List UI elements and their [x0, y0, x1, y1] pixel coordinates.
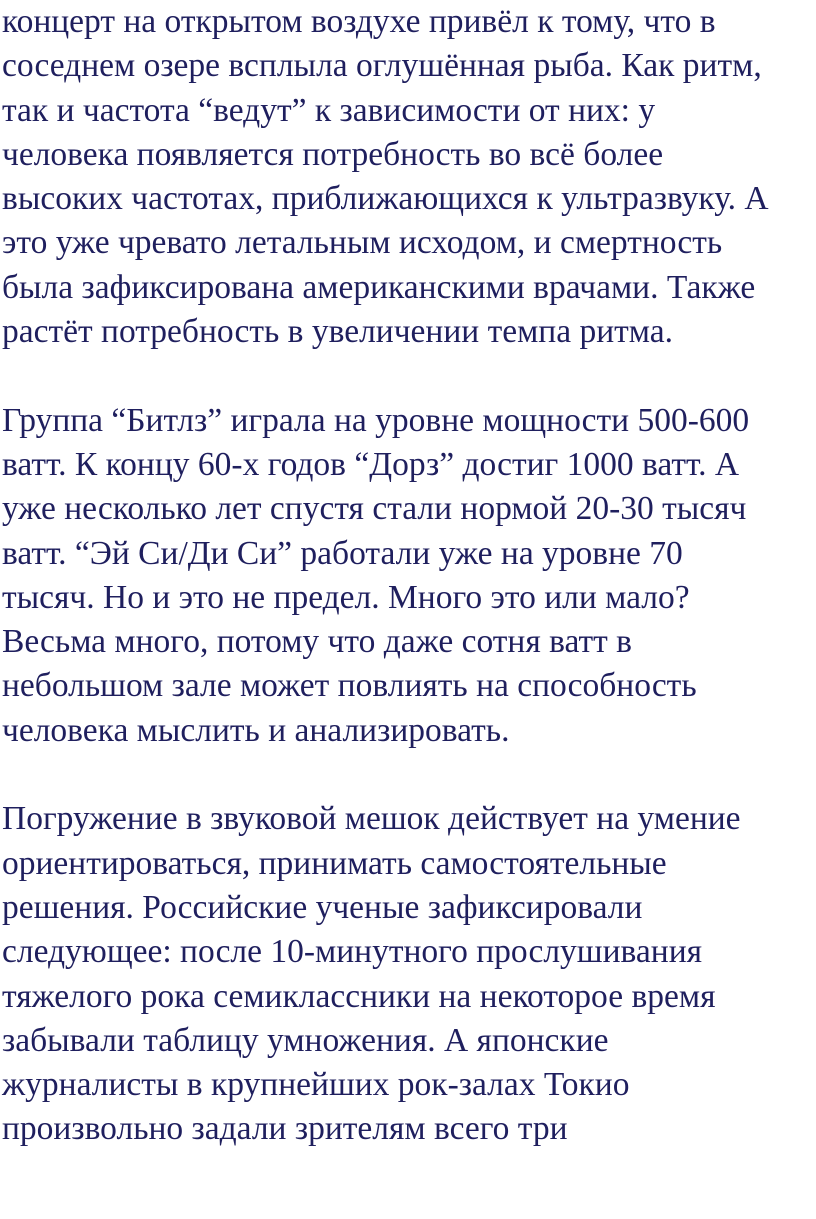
text-line: небольшом зале может повлиять на способность [2, 667, 697, 705]
text-line: концерт на открытом воздухе привёл к тому, что в [2, 3, 716, 40]
text-line: Группа “Битлз” играла на уровне мощности 500-600 [2, 401, 750, 439]
text-line: произвольно задали зрителям всего три [2, 1110, 568, 1148]
text-line: была зафиксирована американскими врачами. Также [2, 268, 756, 306]
text-line: уже несколько лет спустя стали нормой 20-30 тысяч [2, 490, 747, 528]
paragraph-1 [2, 0, 816, 354]
text-line: высоких частотах, приближающихся к ультразвуку. А [2, 180, 769, 218]
text-line: человека появляется потребность во всё более [2, 135, 664, 173]
text-line: тяжелого рока семиклассники на некоторое время [2, 977, 716, 1015]
text-line: ориентироваться, принимать самостоятельные [2, 844, 667, 882]
text-line: соседнем озере всплыла оглушённая рыба. Как ритм, [2, 47, 762, 85]
text-line: Весьма много, потому что даже сотня ватт в [2, 623, 632, 661]
paragraph-3 [2, 797, 816, 1151]
paragraph-gap [2, 354, 816, 398]
text-line: человека мыслить и анализировать. [2, 711, 510, 749]
text-line: это уже чревато летальным исходом, и смертность [2, 224, 723, 262]
text-line: ватт. К концу 60-х годов “Дорз” достиг 1000 ватт. А [2, 445, 740, 483]
text-line: забывали таблицу умножения. А японские [2, 1021, 609, 1059]
text-line: следующее: после 10-минутного прослушивания [2, 933, 703, 971]
text-line: журналисты в крупнейших рок-залах Токио [2, 1066, 630, 1104]
text-line: решения. Российские ученые зафиксировали [2, 888, 643, 926]
text-line: растёт потребность в увеличении темпа ритма. [2, 313, 673, 351]
text-line: ватт. “Эй Си/Ди Си” работали уже на уровне 70 [2, 534, 683, 572]
paragraph-2 [2, 399, 816, 753]
text-line: Погружение в звуковой мешок действует на умение [2, 800, 741, 838]
text-line: тысяч. Но и это не предел. Много это или мало? [2, 578, 690, 616]
text-line: так и частота “ведут” к зависимости от них: у [2, 91, 656, 129]
paragraph-gap [2, 753, 816, 797]
